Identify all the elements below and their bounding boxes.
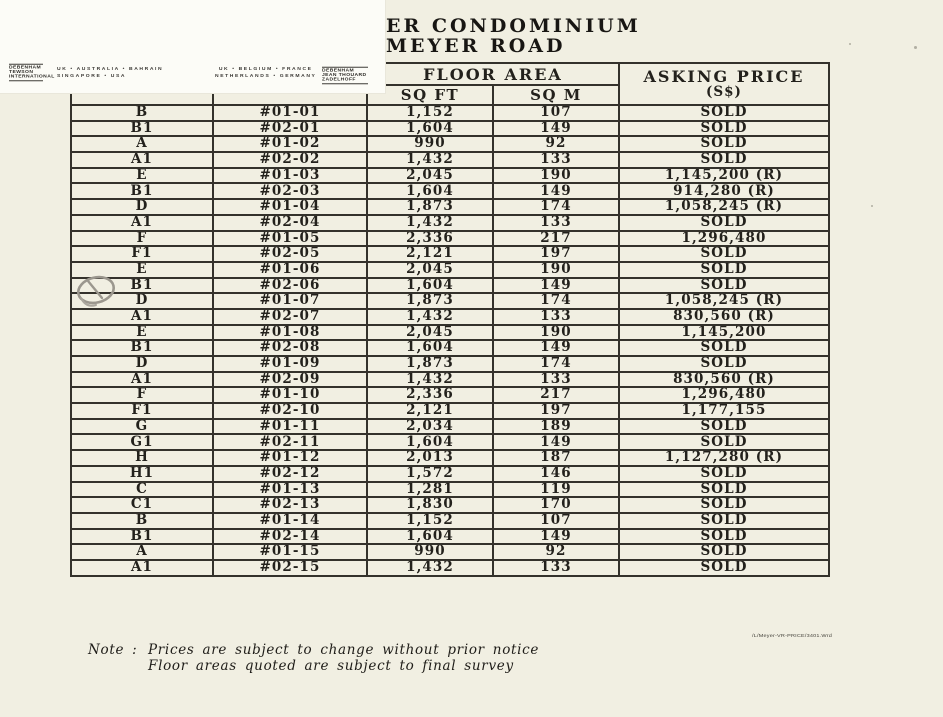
table-row [71, 403, 829, 419]
sqft-cell: 2,045 [367, 168, 493, 184]
unit-type-cell: D [71, 293, 213, 309]
price-cell: SOLD [619, 136, 829, 152]
table-row [71, 372, 829, 388]
table-row [71, 278, 829, 294]
unit-number-cell: #02-10 [213, 403, 367, 419]
price-cell: SOLD [619, 482, 829, 498]
sqft-cell: 1,152 [367, 105, 493, 121]
sqft-cell: 2,013 [367, 450, 493, 466]
price-table [70, 62, 830, 577]
table-row [71, 105, 829, 121]
price-cell: SOLD [619, 497, 829, 513]
letterhead-logo-right [322, 66, 368, 85]
price-cell: 1,177,155 [619, 403, 829, 419]
unit-number-cell: #02-13 [213, 497, 367, 513]
unit-number-cell: #02-09 [213, 372, 367, 388]
sqm-cell: 190 [493, 168, 619, 184]
logo-left-line: DEBENHAM [9, 64, 42, 71]
floor-area-header: FLOOR AREA [367, 63, 619, 85]
unit-number-cell: #02-11 [213, 434, 367, 450]
table-row [71, 466, 829, 482]
regions-left-line1: UK • AUSTRALIA • BAHRAIN [57, 66, 164, 73]
sqm-cell: 92 [493, 136, 619, 152]
scan-speck [871, 205, 873, 207]
sqft-cell: 1,873 [367, 199, 493, 215]
sqft-cell: 1,432 [367, 215, 493, 231]
unit-type-cell: F [71, 231, 213, 247]
sqft-cell: 2,045 [367, 325, 493, 341]
unit-number-cell: #01-13 [213, 482, 367, 498]
sqm-cell: 174 [493, 356, 619, 372]
unit-type-cell: A [71, 136, 213, 152]
unit-type-cell: H [71, 450, 213, 466]
price-cell: SOLD [619, 340, 829, 356]
unit-number-cell: #01-09 [213, 356, 367, 372]
table-row [71, 497, 829, 513]
sqm-cell: 149 [493, 434, 619, 450]
sqft-header: SQ FT [367, 85, 493, 105]
unit-number-cell: #01-06 [213, 262, 367, 278]
price-cell: SOLD [619, 105, 829, 121]
unit-type-cell: D [71, 356, 213, 372]
sqft-cell: 1,604 [367, 529, 493, 545]
unit-type-cell: A1 [71, 215, 213, 231]
sqm-cell: 190 [493, 325, 619, 341]
unit-number-cell: #02-01 [213, 121, 367, 137]
unit-number-cell: #01-14 [213, 513, 367, 529]
price-cell: SOLD [619, 466, 829, 482]
sqm-cell: 187 [493, 450, 619, 466]
price-cell: SOLD [619, 278, 829, 294]
unit-type-cell: C [71, 482, 213, 498]
price-cell: SOLD [619, 513, 829, 529]
sqft-cell: 990 [367, 544, 493, 560]
table-row [71, 309, 829, 325]
unit-type-cell: E [71, 168, 213, 184]
unit-number-cell: #01-01 [213, 105, 367, 121]
price-cell: 1,058,245 (R) [619, 199, 829, 215]
table-row [71, 340, 829, 356]
sqm-cell: 190 [493, 262, 619, 278]
table-row [71, 356, 829, 372]
unit-type-cell: G [71, 419, 213, 435]
table-row [71, 136, 829, 152]
sqft-cell: 2,336 [367, 231, 493, 247]
table-row [71, 262, 829, 278]
table-row [71, 529, 829, 545]
sqm-cell: 107 [493, 513, 619, 529]
asking-price-header-line1: ASKING PRICE [643, 66, 805, 86]
table-row [71, 199, 829, 215]
table-row [71, 434, 829, 450]
unit-type-cell: F [71, 387, 213, 403]
unit-number-cell: #01-05 [213, 231, 367, 247]
sqm-cell: 149 [493, 183, 619, 199]
table-row [71, 419, 829, 435]
logo-right-line: DEBENHAM [322, 67, 355, 74]
table-row [71, 183, 829, 199]
unit-number-cell: #01-11 [213, 419, 367, 435]
table-row [71, 215, 829, 231]
sqm-cell: 217 [493, 387, 619, 403]
unit-number-cell: #02-15 [213, 560, 367, 576]
sqft-cell: 2,045 [367, 262, 493, 278]
sqm-cell: 197 [493, 246, 619, 262]
price-table-body [71, 105, 829, 576]
table-row [71, 560, 829, 576]
unit-number-cell: #02-04 [213, 215, 367, 231]
price-cell: 1,296,480 [619, 387, 829, 403]
asking-price-header-line2: (S$) [706, 84, 742, 101]
price-cell: SOLD [619, 121, 829, 137]
sqm-cell: 174 [493, 293, 619, 309]
table-row [71, 293, 829, 309]
table-row [71, 482, 829, 498]
unit-number-cell: #01-04 [213, 199, 367, 215]
price-cell: SOLD [619, 434, 829, 450]
price-cell: 914,280 (R) [619, 183, 829, 199]
unit-type-cell: G1 [71, 434, 213, 450]
sqft-cell: 1,432 [367, 152, 493, 168]
unit-number-cell: #02-12 [213, 466, 367, 482]
sqm-cell: 119 [493, 482, 619, 498]
price-cell: 1,145,200 (R) [619, 168, 829, 184]
sqm-cell: 133 [493, 215, 619, 231]
table-row [71, 168, 829, 184]
sqft-cell: 1,432 [367, 372, 493, 388]
table-row [71, 325, 829, 341]
document-title [386, 16, 641, 56]
price-cell: 1,058,245 (R) [619, 293, 829, 309]
regions-left-line2: SINGAPORE • USA [57, 73, 127, 79]
price-cell: 1,296,480 [619, 231, 829, 247]
note-line1: Prices are subject to change without prior notice [148, 642, 540, 658]
unit-type-cell: A1 [71, 372, 213, 388]
unit-type-cell: A [71, 544, 213, 560]
sqm-cell: 92 [493, 544, 619, 560]
sqm-cell: 146 [493, 466, 619, 482]
price-cell: SOLD [619, 152, 829, 168]
sqm-cell: 133 [493, 372, 619, 388]
scan-speck [914, 46, 917, 49]
price-cell: 1,127,280 (R) [619, 450, 829, 466]
logo-right-line: ZADELHOFF [322, 76, 356, 83]
unit-type-cell: A1 [71, 560, 213, 576]
table-row [71, 544, 829, 560]
sqft-cell: 2,121 [367, 403, 493, 419]
sqft-cell: 990 [367, 136, 493, 152]
sqft-cell: 1,604 [367, 434, 493, 450]
pen-circle-annotation-icon [72, 272, 120, 314]
price-cell: 830,560 (R) [619, 372, 829, 388]
unit-number-cell: #02-02 [213, 152, 367, 168]
price-cell: SOLD [619, 246, 829, 262]
unit-type-cell: A1 [71, 309, 213, 325]
logo-left-line: INTERNATIONAL [9, 73, 55, 80]
document-title-line2: MEYER ROAD [386, 35, 566, 57]
price-cell: SOLD [619, 560, 829, 576]
sqm-cell: 149 [493, 340, 619, 356]
sqft-cell: 1,432 [367, 309, 493, 325]
sqft-cell: 1,604 [367, 278, 493, 294]
note-block [88, 643, 539, 674]
unit-number-cell: #02-05 [213, 246, 367, 262]
price-cell: SOLD [619, 356, 829, 372]
unit-number-cell: #01-02 [213, 136, 367, 152]
unit-type-cell: B [71, 105, 213, 121]
price-cell: SOLD [619, 419, 829, 435]
letterhead-regions-right [215, 66, 316, 79]
sqft-cell: 1,281 [367, 482, 493, 498]
note-label: Note : [88, 642, 138, 658]
regions-right-line1: UK • BELGIUM • FRANCE [218, 66, 313, 73]
sqm-cell: 133 [493, 309, 619, 325]
sqft-cell: 1,572 [367, 466, 493, 482]
letterhead-logo-left [9, 63, 55, 82]
sqft-cell: 1,604 [367, 183, 493, 199]
unit-number-cell: #01-10 [213, 387, 367, 403]
sqm-cell: 197 [493, 403, 619, 419]
unit-type-cell: B [71, 513, 213, 529]
sqft-cell: 2,034 [367, 419, 493, 435]
table-row [71, 231, 829, 247]
sqft-cell: 2,336 [367, 387, 493, 403]
unit-type-cell: E [71, 262, 213, 278]
table-row [71, 513, 829, 529]
price-cell: 830,560 (R) [619, 309, 829, 325]
table-row [71, 387, 829, 403]
price-cell: SOLD [619, 544, 829, 560]
unit-type-cell: A1 [71, 152, 213, 168]
sqm-header: SQ M [493, 85, 619, 105]
sqm-cell: 174 [493, 199, 619, 215]
table-row [71, 246, 829, 262]
sqft-cell: 1,830 [367, 497, 493, 513]
sqft-cell: 1,152 [367, 513, 493, 529]
sqm-cell: 189 [493, 419, 619, 435]
sqm-cell: 149 [493, 121, 619, 137]
price-cell: SOLD [619, 262, 829, 278]
scan-speck [849, 43, 851, 45]
asking-price-header [619, 63, 829, 105]
unit-number-cell: #01-07 [213, 293, 367, 309]
document-title-line1: ER CONDOMINIUM [386, 15, 641, 37]
unit-type-cell: B1 [71, 278, 213, 294]
sqm-cell: 149 [493, 278, 619, 294]
sqm-cell: 133 [493, 560, 619, 576]
table-row [71, 450, 829, 466]
sqm-cell: 149 [493, 529, 619, 545]
unit-number-cell: #01-15 [213, 544, 367, 560]
sqft-cell: 1,604 [367, 121, 493, 137]
file-reference: /L/Meyer-VR-PRICE/3401.Wrd [752, 633, 832, 639]
unit-number-cell: #01-12 [213, 450, 367, 466]
unit-type-cell: H1 [71, 466, 213, 482]
sqm-cell: 170 [493, 497, 619, 513]
unit-number-cell: #02-14 [213, 529, 367, 545]
unit-number-cell: #02-08 [213, 340, 367, 356]
logo-right-line: JEAN THOUARD [322, 72, 367, 78]
note-line2: Floor areas quoted are subject to final survey [148, 657, 514, 674]
sqft-cell: 1,873 [367, 293, 493, 309]
sqm-cell: 107 [493, 105, 619, 121]
regions-right-line2: NETHERLANDS • GERMANY [215, 73, 317, 79]
sqft-cell: 2,121 [367, 246, 493, 262]
unit-type-cell: D [71, 199, 213, 215]
unit-type-cell: B1 [71, 183, 213, 199]
sqft-cell: 1,604 [367, 340, 493, 356]
letterhead-regions-left [57, 66, 163, 79]
price-cell: SOLD [619, 215, 829, 231]
unit-type-cell: B1 [71, 121, 213, 137]
sqft-cell: 1,432 [367, 560, 493, 576]
sqm-cell: 133 [493, 152, 619, 168]
unit-number-cell: #01-08 [213, 325, 367, 341]
unit-type-cell: F1 [71, 403, 213, 419]
unit-type-cell: E [71, 325, 213, 341]
sqft-cell: 1,873 [367, 356, 493, 372]
price-cell: 1,145,200 [619, 325, 829, 341]
unit-type-cell: C1 [71, 497, 213, 513]
unit-type-cell: B1 [71, 529, 213, 545]
unit-number-cell: #02-03 [213, 183, 367, 199]
sqm-cell: 217 [493, 231, 619, 247]
table-row [71, 152, 829, 168]
price-cell: SOLD [619, 529, 829, 545]
unit-number-cell: #02-06 [213, 278, 367, 294]
unit-type-cell: F1 [71, 246, 213, 262]
unit-number-cell: #02-07 [213, 309, 367, 325]
table-row [71, 121, 829, 137]
logo-left-line: TEWSON [9, 69, 34, 75]
unit-type-cell: B1 [71, 340, 213, 356]
letterhead-strip [0, 0, 386, 94]
unit-number-cell: #01-03 [213, 168, 367, 184]
